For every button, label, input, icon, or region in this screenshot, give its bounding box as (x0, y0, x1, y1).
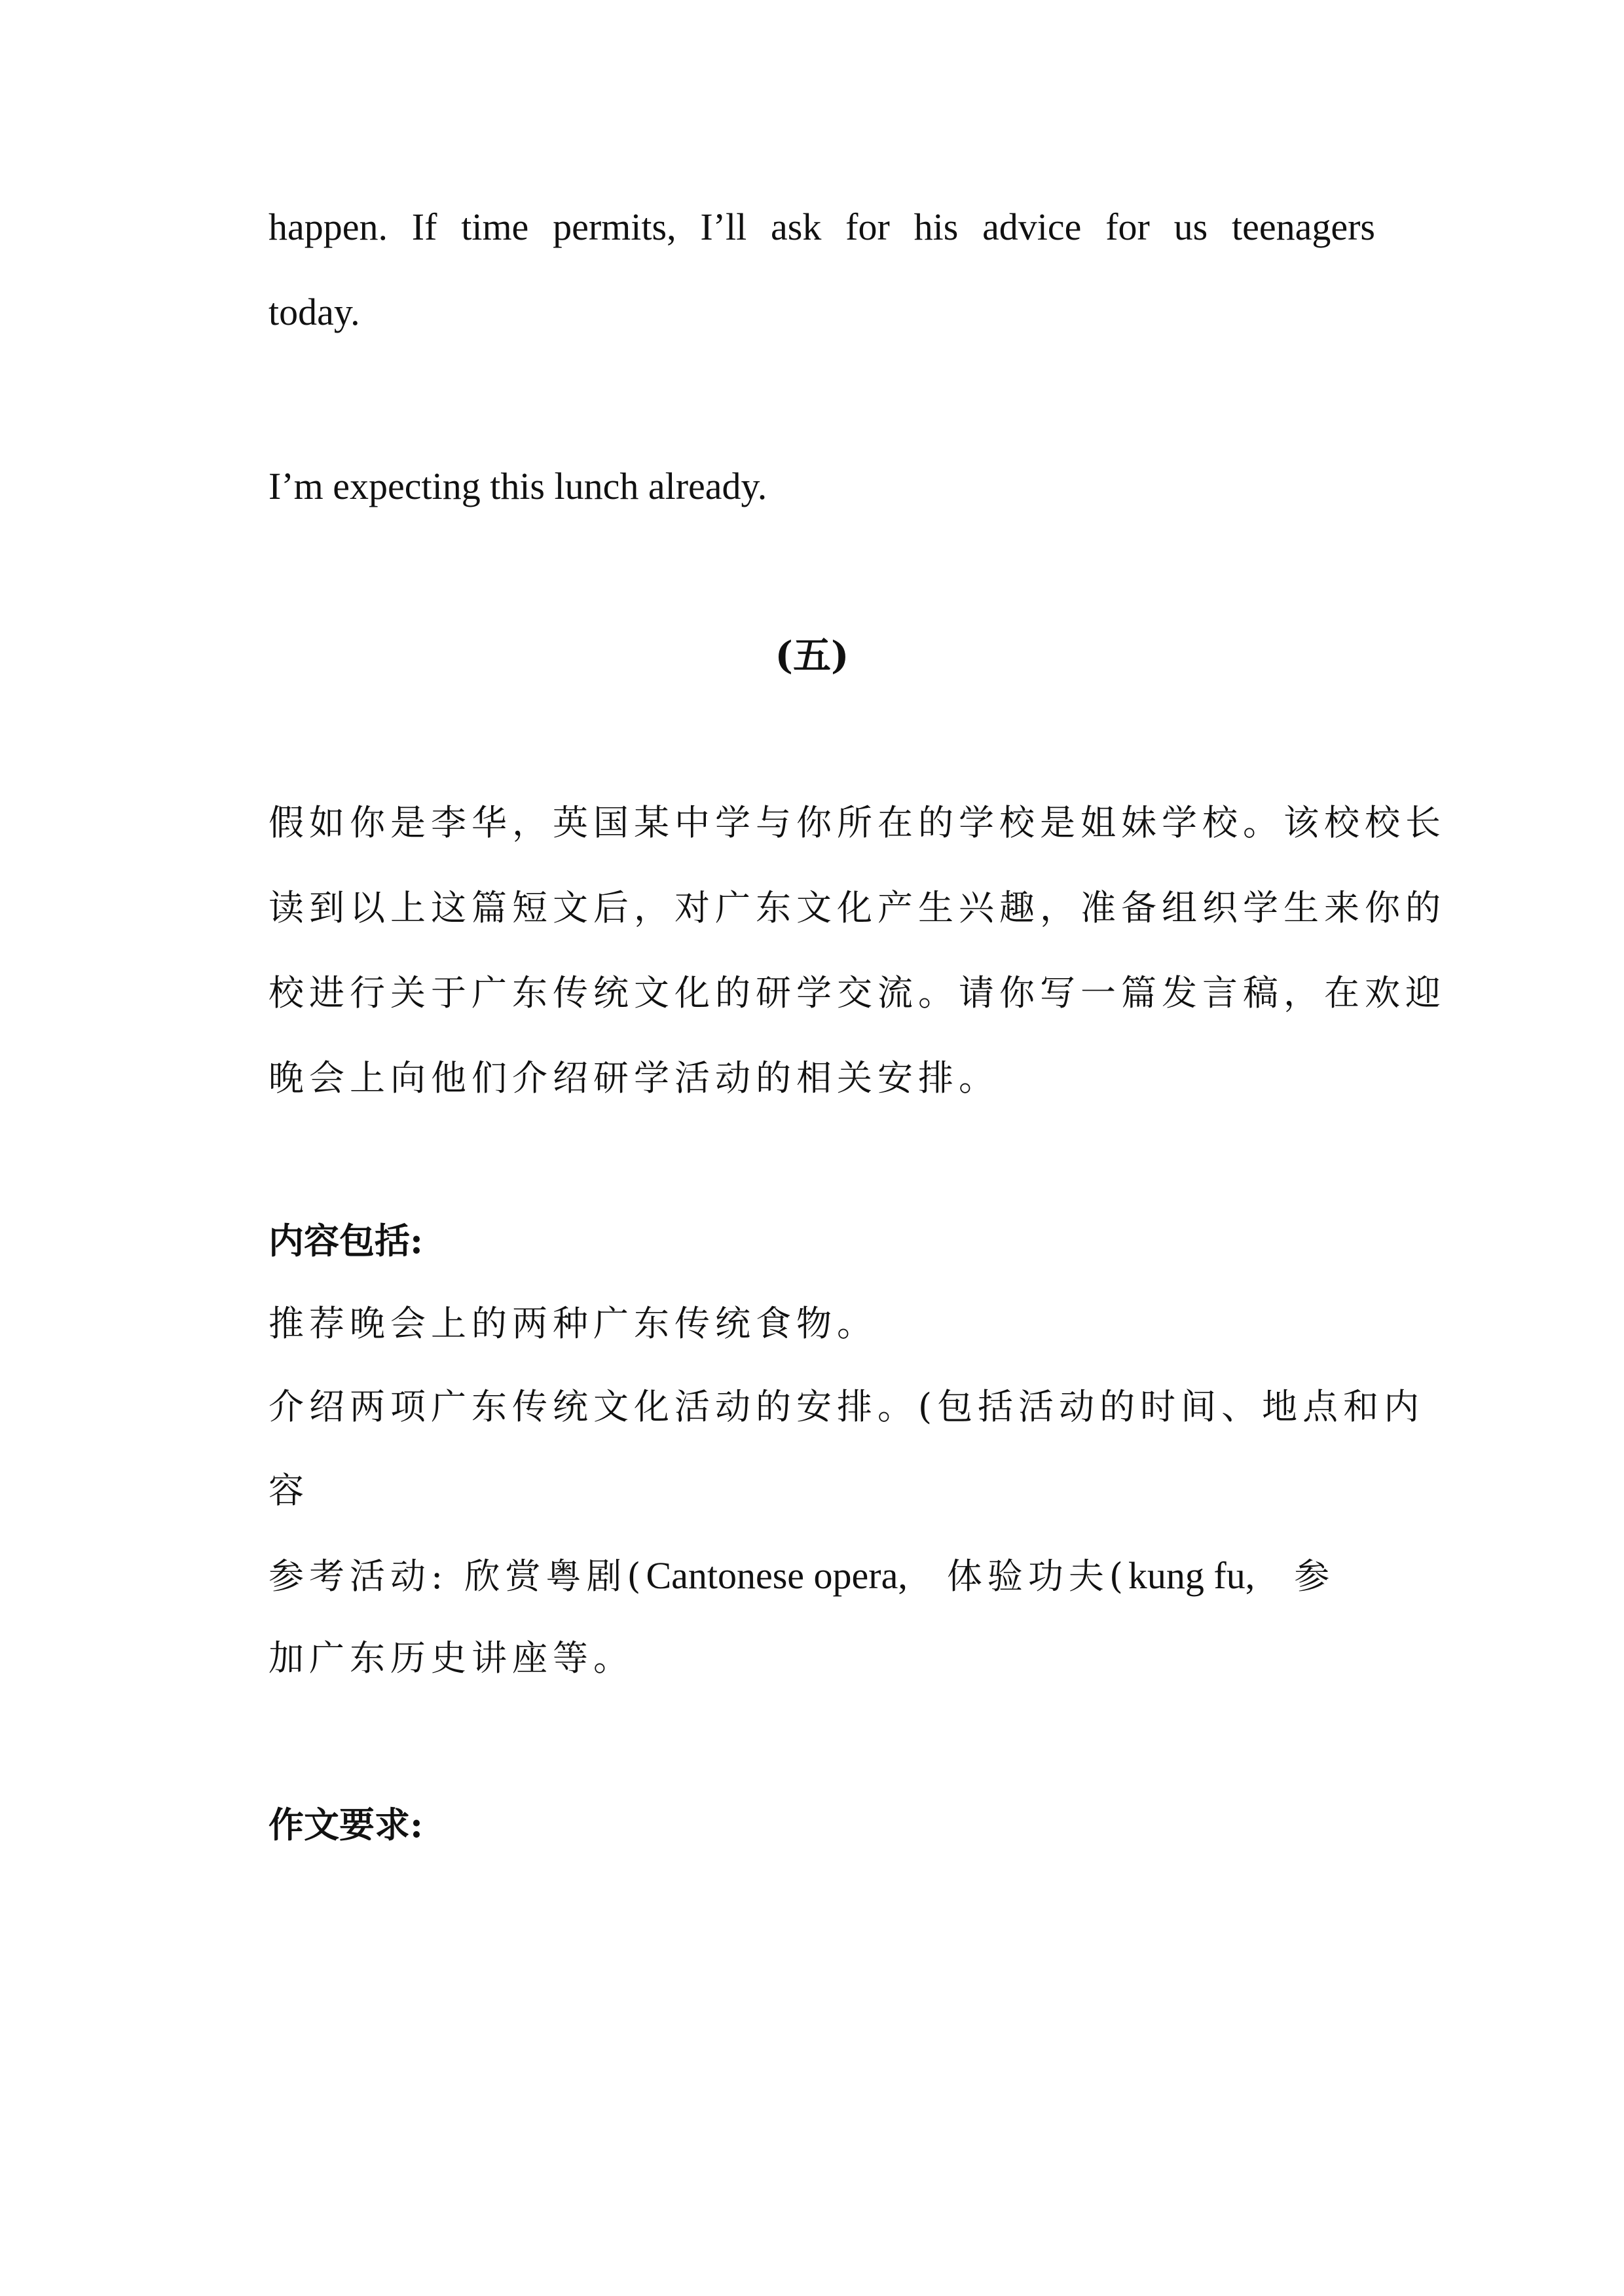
reference-opera: Cantonese opera, (646, 1554, 908, 1597)
prompt-line-1: 假如你是李华，英国某中学与你所在的学校是姐妹学校。该校校长 (268, 802, 1446, 843)
letter-closing: I’m expecting this lunch already. (268, 465, 767, 507)
reference-activities-line-1 (268, 1554, 1335, 1597)
prompt-line-3: 校进行关于广东传统文化的研学交流。请你写一篇发言稿，在欢迎 (268, 972, 1446, 1013)
reference-activities-line-2: 加广东历史讲座等。 (268, 1637, 634, 1679)
reference-tail: 参 (1294, 1556, 1335, 1597)
prompt-line-4: 晚会上向他们介绍研学活动的相关安排。 (268, 1057, 999, 1099)
reference-kungfu: kung fu, (1128, 1554, 1255, 1597)
prompt-line-2: 读到以上这篇短文后，对广东文化产生兴趣，准备组织学生来你的 (268, 887, 1446, 928)
letter-line-1: happen. If time permits, I’ll ask for his advice for us teenagers (268, 206, 1375, 248)
content-item-1: 推荐晚会上的两种广东传统食物。 (268, 1303, 877, 1344)
content-item-2-line-1: 介绍两项广东传统文化活动的安排。(包括活动的时间、地点和内 (268, 1386, 1425, 1427)
section-heading: (五) (775, 633, 849, 678)
reference-prefix: 参考活动: 欣赏粤剧( (268, 1556, 646, 1597)
reference-kungfu-prefix: 体验功夫( (946, 1556, 1128, 1597)
requirements-heading: 作文要求: (268, 1804, 423, 1846)
letter-line-2: today. (268, 291, 360, 333)
content-item-2-line-2: 容 (268, 1470, 309, 1511)
content-heading: 内容包括: (268, 1220, 423, 1262)
